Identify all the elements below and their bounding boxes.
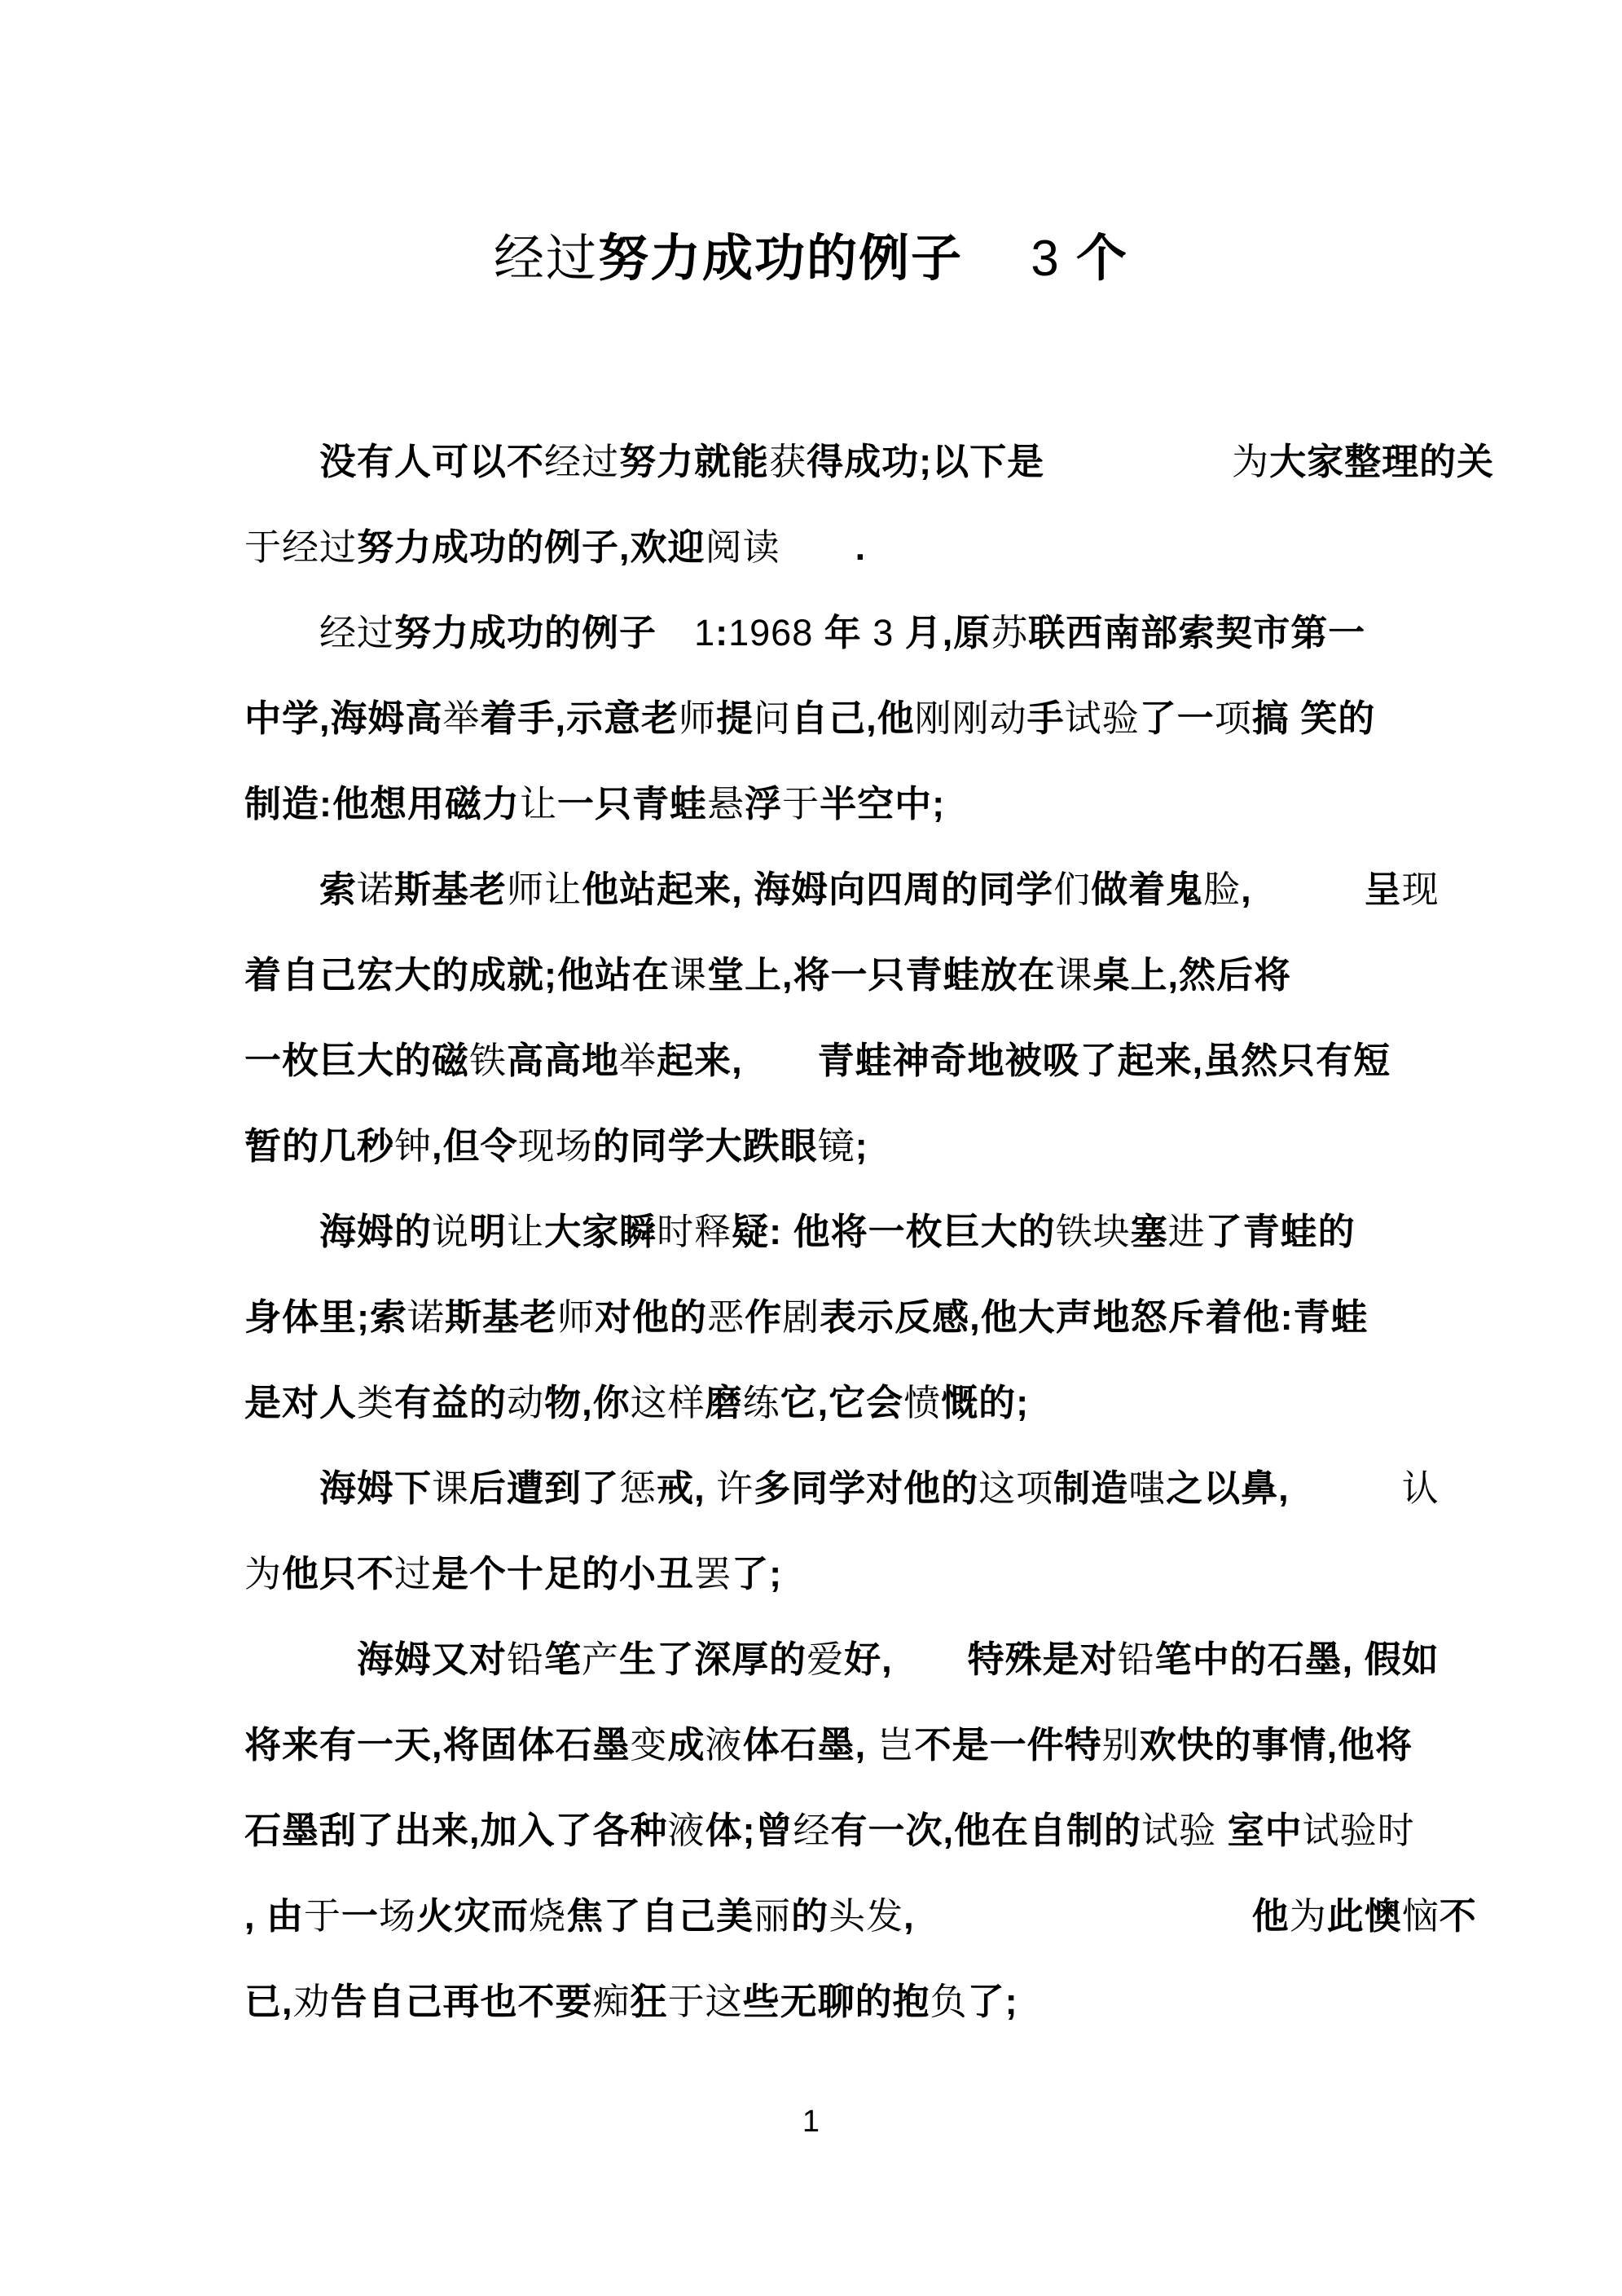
- text-line: 是对人类有益的动物,你这样磨练它,它会愤慨的;: [244, 1382, 1030, 1423]
- text-line: 暂的几秒钟,但令现场的同学大跌眼镜;: [244, 1125, 868, 1167]
- text-line: 已,劝告自己再也不要痴狂于这些无聊的抱负了;: [244, 1981, 1018, 2022]
- page-number: 1: [802, 2105, 820, 2139]
- text-line: 一枚巨大的磁铁高高地举起来, 青蛙神奇地被吸了起来,虽然只有短: [244, 1040, 1391, 1081]
- text-line: 中学,海姆高举着手,示意老师提问自己,他刚刚动手试验了一项搞 笑的: [244, 697, 1376, 739]
- document-body: [0, 419, 1622, 2044]
- text-line: 于经过努力成功的例子,欢迎阅读 .: [244, 526, 867, 568]
- document-title: 经过努力成功的例子 3 个: [494, 231, 1128, 287]
- text-line: 制造:他想用磁力让一只青蛙悬浮于半空中;: [244, 783, 946, 825]
- text-line: 为他只不过是个十足的小丑罢了;: [244, 1553, 783, 1594]
- text-line: 海姆的说明让大家瞬时释疑: 他将一枚巨大的铁块塞进了青蛙的: [244, 1211, 1356, 1252]
- text-line: 索诺斯基老师让他站起来, 海姆向四周的同学们做着鬼脸, 呈现: [244, 869, 1440, 910]
- text-line: 海姆又对铅笔产生了深厚的爱好, 特殊是对铅笔中的石墨, 假如: [244, 1638, 1440, 1680]
- text-line: 石墨刮了出来,加入了各种液体;曾经有一次,他在自制的试验 室中试验时: [244, 1810, 1415, 1851]
- text-line: 没有人可以不经过努力就能获得成功;以下是 为大家整理的关: [244, 441, 1495, 482]
- text-line: 将来有一天,将固体石墨变成液体石墨, 岂不是一件特别欢快的事情,他将: [244, 1724, 1413, 1766]
- text-line: , 由于一场火灾而烧焦了自己美丽的头发, 他为此懊恼不: [244, 1895, 1477, 1937]
- text-line: 身体里;索诺斯基老师对他的恶作剧表示反感,他大声地怒斥着他:青蛙: [244, 1296, 1369, 1338]
- text-line: 海姆下课后遭到了惩戒, 许多同学对他的这项制造嗤之以鼻, 认: [244, 1467, 1440, 1509]
- text-line: 着自己宏大的成就;他站在课堂上,将一只青蛙放在课桌上,然后将: [244, 954, 1292, 996]
- text-line: 经过努力成功的例子 1:1968 年 3 月,原苏联西南部索契市第一: [319, 612, 1366, 653]
